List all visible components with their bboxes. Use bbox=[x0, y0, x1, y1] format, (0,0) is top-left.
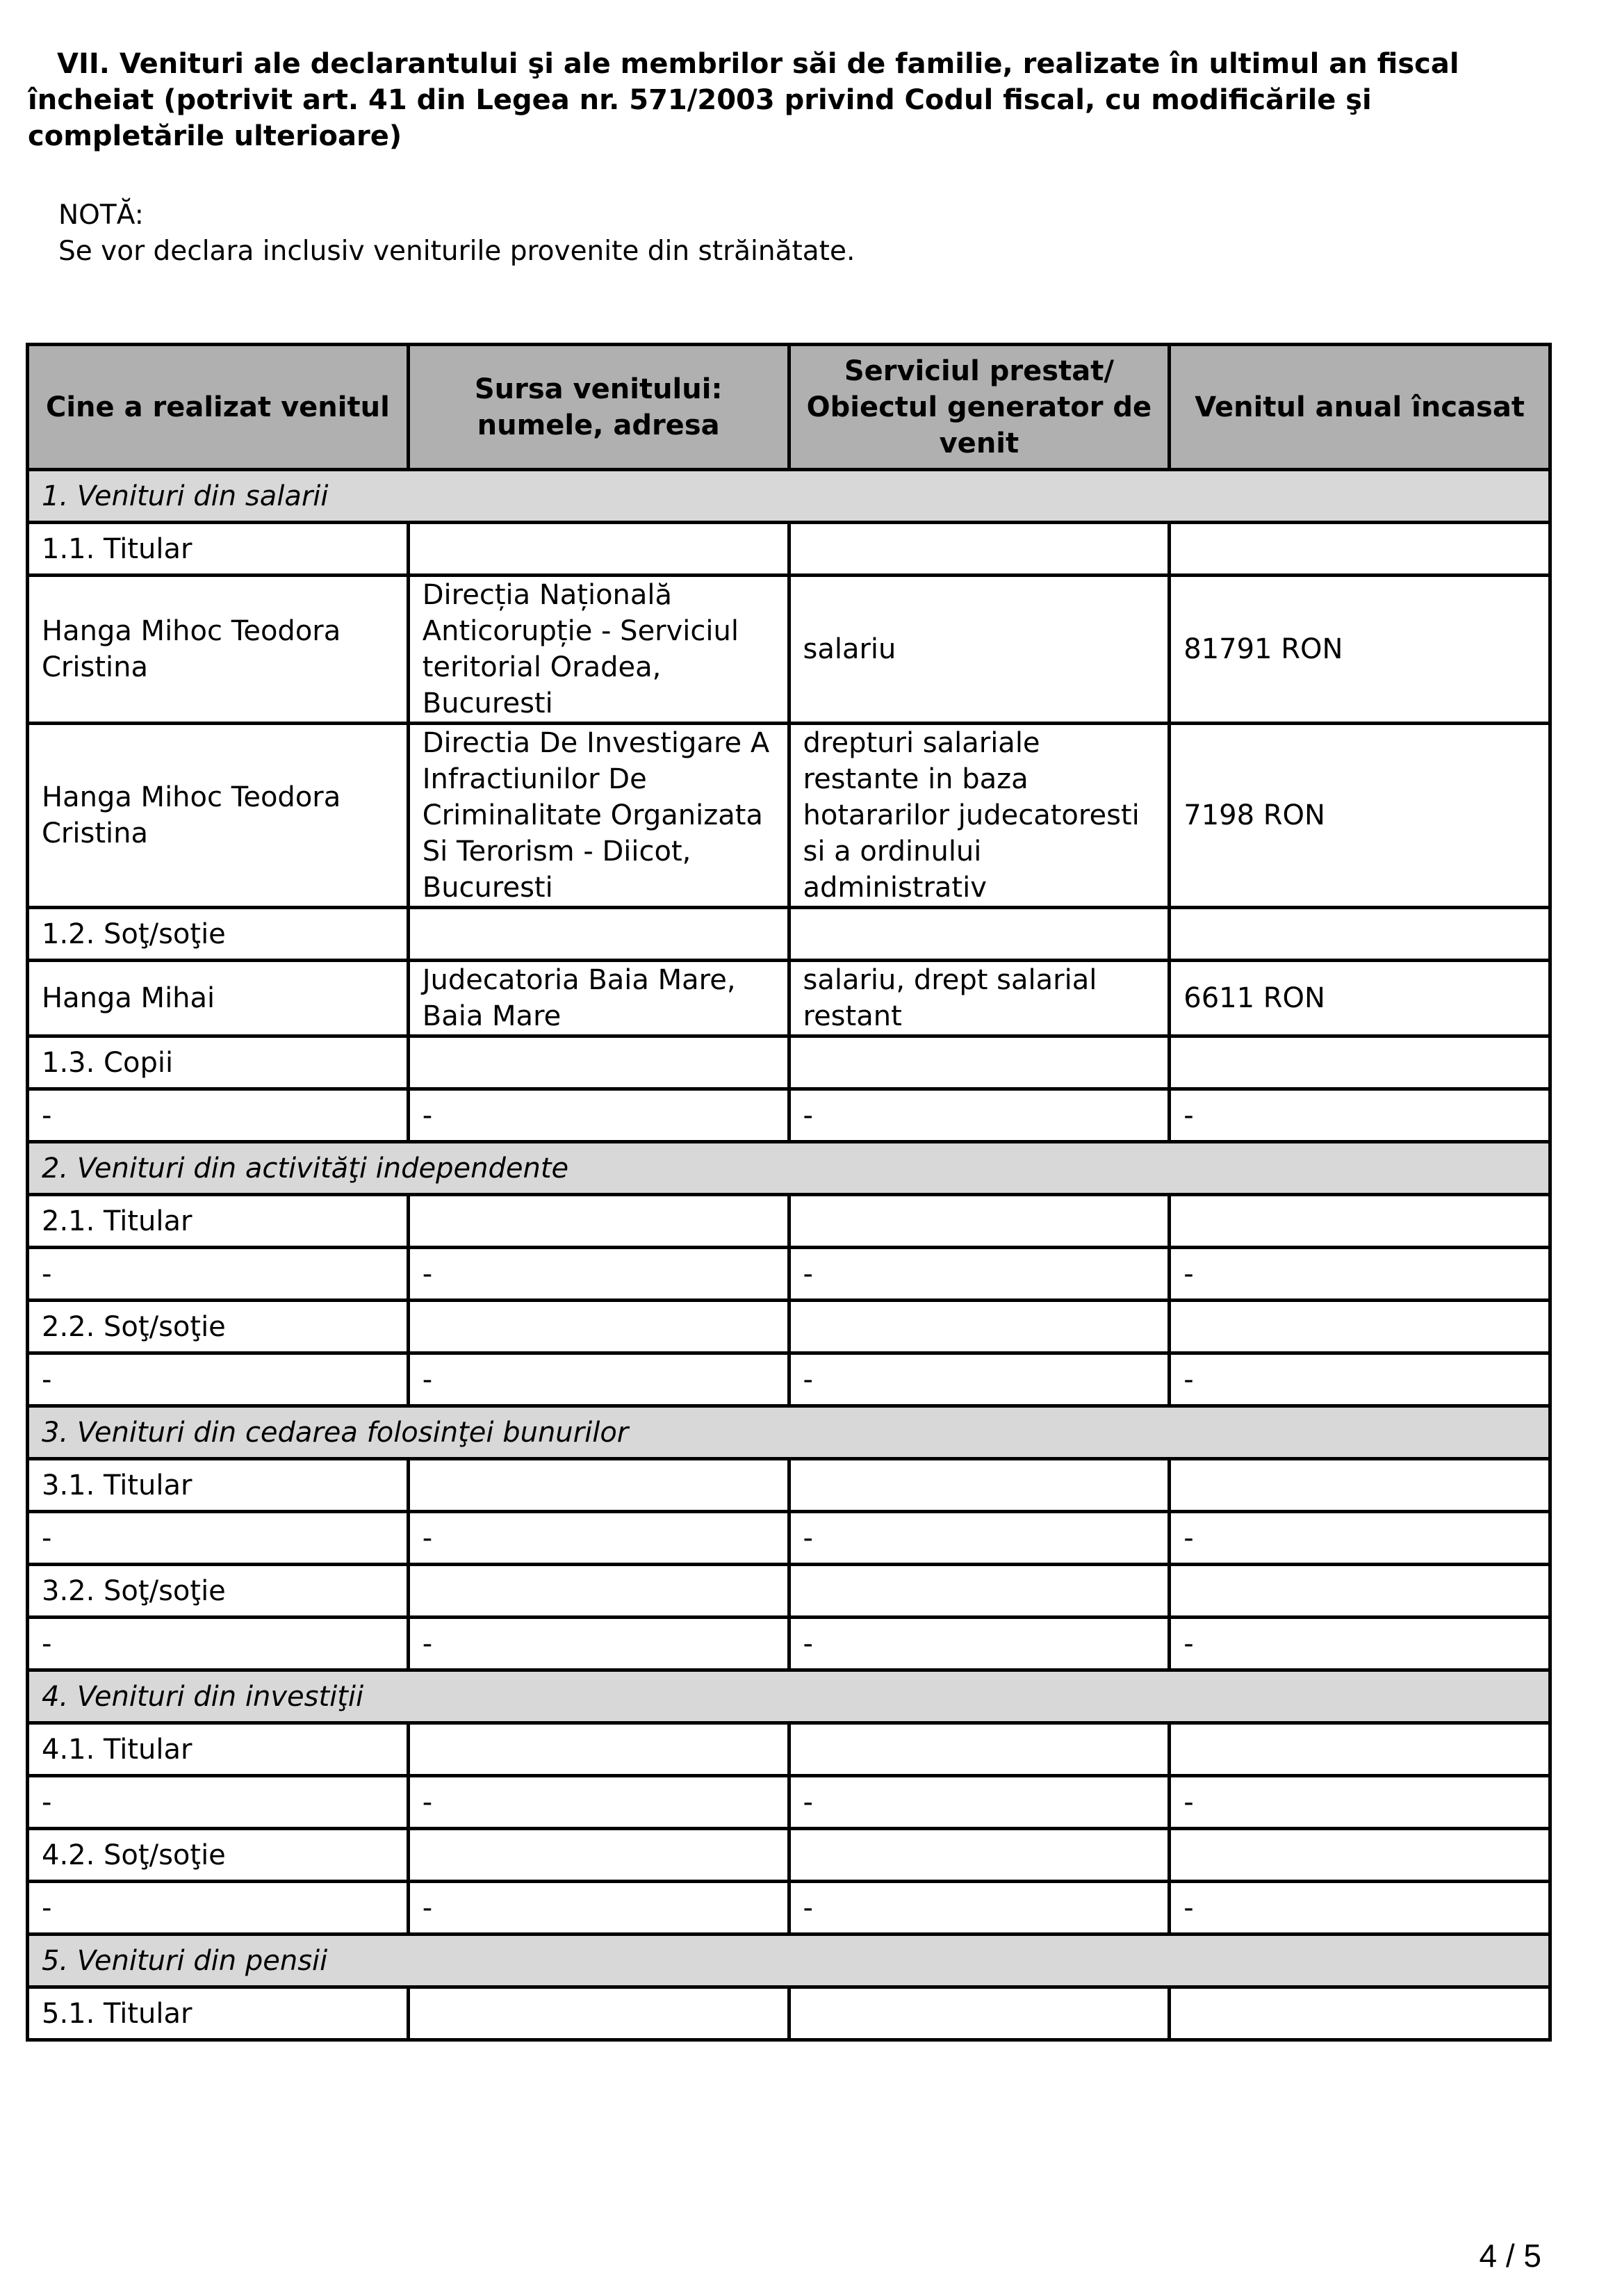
table-row bbox=[28, 908, 1550, 961]
section-label: 5. Venituri din pensii bbox=[28, 1935, 1550, 1987]
cell-income bbox=[1170, 1459, 1550, 1512]
cell-source: - bbox=[408, 1353, 789, 1406]
cell-income: - bbox=[1170, 1512, 1550, 1565]
cell-source bbox=[408, 1565, 789, 1618]
cell-income: 81791 RON bbox=[1170, 576, 1550, 724]
cell-income bbox=[1170, 1723, 1550, 1776]
cell-service: - bbox=[789, 1618, 1170, 1670]
table-row bbox=[28, 961, 1550, 1036]
cell-service: drepturi salariale restante in baza hotararilor judecatoresti si a ordinului administrativ bbox=[789, 724, 1170, 908]
cell-source: Judecatoria Baia Mare, Baia Mare bbox=[408, 961, 789, 1036]
cell-service bbox=[789, 1195, 1170, 1248]
cell-income: - bbox=[1170, 1353, 1550, 1406]
section-row bbox=[28, 1670, 1550, 1723]
cell-source: - bbox=[408, 1618, 789, 1670]
table-row bbox=[28, 1248, 1550, 1301]
cell-source bbox=[408, 1301, 789, 1353]
cell-who: - bbox=[28, 1618, 409, 1670]
cell-income: - bbox=[1170, 1776, 1550, 1829]
cell-who: - bbox=[28, 1512, 409, 1565]
cell-service bbox=[789, 908, 1170, 961]
cell-who: 5.1. Titular bbox=[28, 1987, 409, 2040]
cell-service: salariu bbox=[789, 576, 1170, 724]
table-row bbox=[28, 1089, 1550, 1142]
cell-source bbox=[408, 1723, 789, 1776]
cell-source bbox=[408, 523, 789, 576]
cell-source: - bbox=[408, 1089, 789, 1142]
income-table bbox=[26, 343, 1552, 2042]
cell-who: - bbox=[28, 1089, 409, 1142]
section-label: 1. Venituri din salarii bbox=[28, 470, 1550, 523]
cell-service: - bbox=[789, 1353, 1170, 1406]
page-number: 4 / 5 bbox=[1479, 2238, 1541, 2274]
cell-who: 4.1. Titular bbox=[28, 1723, 409, 1776]
table-row bbox=[28, 1195, 1550, 1248]
cell-income bbox=[1170, 1987, 1550, 2040]
cell-source: - bbox=[408, 1776, 789, 1829]
cell-who: - bbox=[28, 1776, 409, 1829]
cell-who: 2.2. Soţ/soţie bbox=[28, 1301, 409, 1353]
cell-source: - bbox=[408, 1248, 789, 1301]
cell-service: salariu, drept salarial restant bbox=[789, 961, 1170, 1036]
cell-who: 3.1. Titular bbox=[28, 1459, 409, 1512]
section-row bbox=[28, 1935, 1550, 1987]
cell-service bbox=[789, 1301, 1170, 1353]
cell-who: 3.2. Soţ/soţie bbox=[28, 1565, 409, 1618]
table-row bbox=[28, 1776, 1550, 1829]
table-row bbox=[28, 1618, 1550, 1670]
cell-source bbox=[408, 1195, 789, 1248]
cell-service bbox=[789, 1987, 1170, 2040]
cell-who: 1.2. Soţ/soţie bbox=[28, 908, 409, 961]
table-row bbox=[28, 1301, 1550, 1353]
cell-income: 7198 RON bbox=[1170, 724, 1550, 908]
table-row bbox=[28, 724, 1550, 908]
cell-service: - bbox=[789, 1248, 1170, 1301]
table-row bbox=[28, 576, 1550, 724]
cell-service bbox=[789, 1036, 1170, 1089]
table-row bbox=[28, 1723, 1550, 1776]
cell-source: Direcția Națională Anticorupție - Serviciul teritorial Oradea, Bucuresti bbox=[408, 576, 789, 724]
cell-service: - bbox=[789, 1089, 1170, 1142]
header-source: Sursa venitului: numele, adresa bbox=[408, 345, 789, 470]
table-row bbox=[28, 1565, 1550, 1618]
cell-service bbox=[789, 1459, 1170, 1512]
cell-income bbox=[1170, 523, 1550, 576]
cell-service bbox=[789, 523, 1170, 576]
section-row bbox=[28, 1142, 1550, 1195]
cell-source bbox=[408, 1036, 789, 1089]
cell-service bbox=[789, 1565, 1170, 1618]
cell-income bbox=[1170, 908, 1550, 961]
cell-income: 6611 RON bbox=[1170, 961, 1550, 1036]
cell-source bbox=[408, 1987, 789, 2040]
table-row bbox=[28, 1036, 1550, 1089]
cell-who: 1.1. Titular bbox=[28, 523, 409, 576]
cell-who: Hanga Mihoc Teodora Cristina bbox=[28, 576, 409, 724]
note-block bbox=[58, 197, 855, 270]
cell-who: 2.1. Titular bbox=[28, 1195, 409, 1248]
cell-service: - bbox=[789, 1882, 1170, 1935]
cell-income bbox=[1170, 1829, 1550, 1882]
table-row bbox=[28, 1882, 1550, 1935]
cell-source: - bbox=[408, 1882, 789, 1935]
cell-source bbox=[408, 1459, 789, 1512]
cell-who: Hanga Mihai bbox=[28, 961, 409, 1036]
note-label: NOTĂ: bbox=[58, 200, 144, 231]
table-row bbox=[28, 1512, 1550, 1565]
cell-income bbox=[1170, 1036, 1550, 1089]
note-text: Se vor declara inclusiv veniturile provenite din străinătate. bbox=[58, 236, 855, 267]
section-label: 4. Venituri din investiţii bbox=[28, 1670, 1550, 1723]
section-row bbox=[28, 1406, 1550, 1459]
cell-who: - bbox=[28, 1248, 409, 1301]
header-service: Serviciul prestat/ Obiectul generator de venit bbox=[789, 345, 1170, 470]
table-row bbox=[28, 523, 1550, 576]
cell-who: - bbox=[28, 1882, 409, 1935]
header-who: Cine a realizat venitul bbox=[28, 345, 409, 470]
cell-source: - bbox=[408, 1512, 789, 1565]
table-row bbox=[28, 1987, 1550, 2040]
cell-income: - bbox=[1170, 1618, 1550, 1670]
cell-source bbox=[408, 1829, 789, 1882]
cell-source: Directia De Investigare A Infractiunilor De Criminalitate Organizata Si Terorism - Diicot, Bucuresti bbox=[408, 724, 789, 908]
table-header-row bbox=[28, 345, 1550, 470]
cell-source bbox=[408, 908, 789, 961]
cell-who: Hanga Mihoc Teodora Cristina bbox=[28, 724, 409, 908]
cell-who: - bbox=[28, 1353, 409, 1406]
table-body bbox=[28, 470, 1550, 2040]
cell-income: - bbox=[1170, 1248, 1550, 1301]
table-row bbox=[28, 1459, 1550, 1512]
cell-service: - bbox=[789, 1776, 1170, 1829]
section-title: VII. Venituri ale declarantului şi ale membrilor săi de familie, realizate în ultimul an fiscal încheiat (potrivit art. 41 din Legea nr. 571/2003 privind Codul fiscal, cu modificările şi completările ulterioare) bbox=[28, 48, 1459, 152]
cell-who: 4.2. Soţ/soţie bbox=[28, 1829, 409, 1882]
cell-income bbox=[1170, 1565, 1550, 1618]
cell-service: - bbox=[789, 1512, 1170, 1565]
cell-service bbox=[789, 1723, 1170, 1776]
cell-service bbox=[789, 1829, 1170, 1882]
section-label: 3. Venituri din cedarea folosinţei bunurilor bbox=[28, 1406, 1550, 1459]
cell-income bbox=[1170, 1195, 1550, 1248]
section-label: 2. Venituri din activităţi independente bbox=[28, 1142, 1550, 1195]
section-row bbox=[28, 470, 1550, 523]
table-row bbox=[28, 1829, 1550, 1882]
header-annual-income: Venitul anual încasat bbox=[1170, 345, 1550, 470]
cell-who: 1.3. Copii bbox=[28, 1036, 409, 1089]
table-row bbox=[28, 1353, 1550, 1406]
cell-income: - bbox=[1170, 1089, 1550, 1142]
cell-income bbox=[1170, 1301, 1550, 1353]
cell-income: - bbox=[1170, 1882, 1550, 1935]
